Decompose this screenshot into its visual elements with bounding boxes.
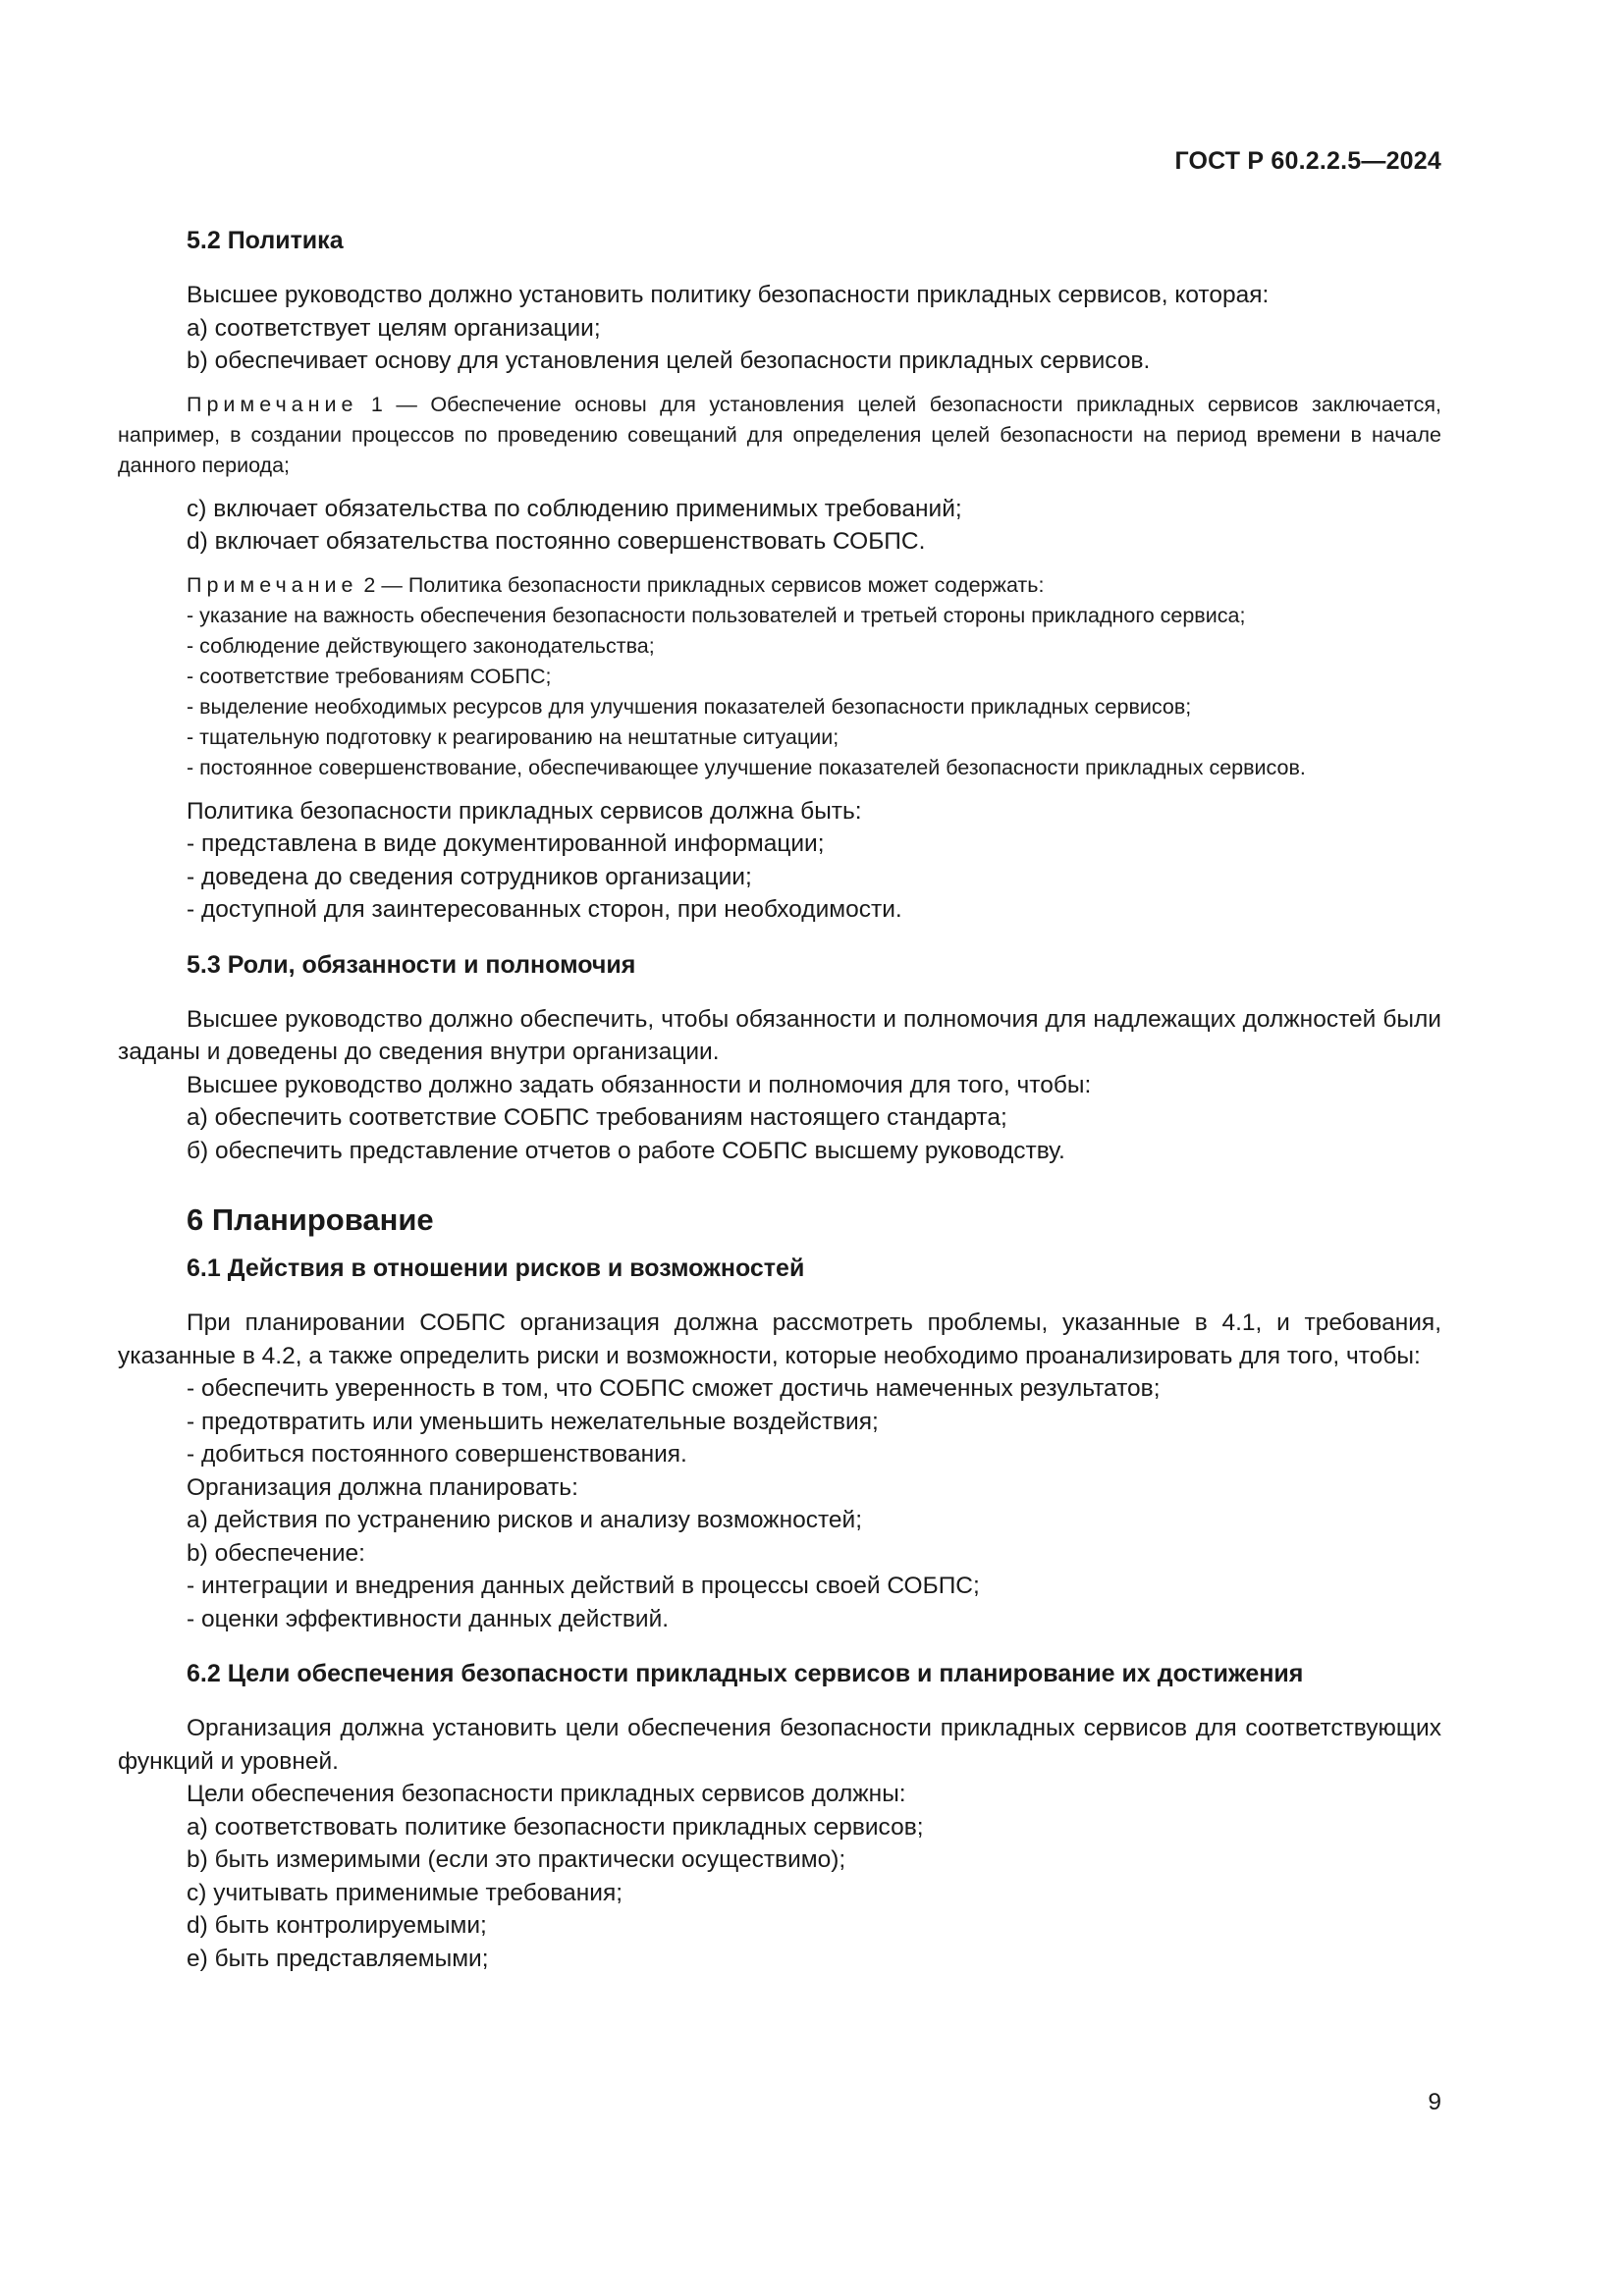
section-6-1-paragraph: При планировании СОБПС организация должна рассмотреть проблемы, указанные в 4.1, и требования, указанные в 4.2, а также определить риски и возможности, которые необходимо проанализировать для того, чтобы: (118, 1309, 1441, 1369)
note-list-item: - указание на важность обеспечения безопасности пользователей и третьей стороны прикладного сервиса; (187, 603, 1246, 627)
document-id-header: ГОСТ Р 60.2.2.5—2024 (1174, 147, 1441, 175)
list-item: d) быть контролируемыми; (187, 1912, 487, 1939)
note-text: 1 — Обеспечение основы для установления целей безопасности прикладных сервисов заключается, например, в создании процессов по проведению совещаний для определения целей безопасности на период времени в начале данного периода; (118, 392, 1441, 477)
list-item: e) быть представляемыми; (187, 1945, 489, 1972)
note-text: 2 — Политика безопасности прикладных сервисов может содержать: (357, 572, 1045, 597)
list-item: c) учитывать применимые требования; (187, 1879, 623, 1906)
note-list-item: - соблюдение действующего законодательства; (187, 633, 655, 658)
list-item: - оценки эффективности данных действий. (187, 1605, 670, 1632)
list-item: a) соответствовать политике безопасности прикладных сервисов; (187, 1813, 924, 1841)
list-item: - представлена в виде документированной информации; (187, 830, 825, 857)
list-item: - обеспечить уверенность в том, что СОБПС сможет достичь намеченных результатов; (187, 1375, 1161, 1402)
section-6-2-paragraph: Цели обеспечения безопасности прикладных сервисов должны: (187, 1781, 906, 1807)
note-label: Примечание (187, 392, 358, 416)
list-item: - доведена до сведения сотрудников организации; (187, 863, 752, 890)
list-item: - доступной для заинтересованных сторон, при необходимости. (187, 896, 902, 923)
list-item: b) быть измеримыми (если это практически осуществимо); (187, 1846, 846, 1873)
section-6-2-paragraph: Организация должна установить цели обеспечения безопасности прикладных сервисов для соответствующих функций и уровней. (118, 1715, 1441, 1775)
section-6-title: 6 Планирование (187, 1202, 434, 1237)
list-item: d) включает обязательства постоянно совершенствовать СОБПС. (187, 528, 926, 555)
note-list-item: - постоянное совершенствование, обеспечивающее улучшение показателей безопасности прикладных сервисов. (187, 755, 1306, 779)
note-label: Примечание (187, 572, 358, 597)
list-item: c) включает обязательства по соблюдению применимых требований; (187, 495, 962, 522)
section-5-2-title: 5.2 Политика (187, 227, 344, 254)
section-5-2-intro: Высшее руководство должно установить политику безопасности прикладных сервисов, которая: (187, 282, 1270, 308)
section-5-3-paragraph: Высшее руководство должно обеспечить, чтобы обязанности и полномочия для надлежащих должностей были заданы и доведены до сведения внутри организации. (118, 1005, 1441, 1065)
policy-intro: Политика безопасности прикладных сервисов должна быть: (187, 797, 862, 825)
list-item: - предотвратить или уменьшить нежелательные воздействия; (187, 1408, 879, 1435)
list-item: - интеграции и внедрения данных действий в процессы своей СОБПС; (187, 1573, 980, 1599)
page-number: 9 (1428, 2089, 1441, 2115)
note-list-item: - тщательную подготовку к реагированию на нештатные ситуации; (187, 724, 839, 749)
section-6-1-plan-intro: Организация должна планировать: (187, 1473, 578, 1501)
page-content (118, 224, 1441, 1975)
list-item: a) действия по устранению рисков и анализу возможностей; (187, 1507, 863, 1533)
note-list-item: - выделение необходимых ресурсов для улучшения показателей безопасности прикладных сервисов; (187, 694, 1192, 719)
note-list-item: - соответствие требованиям СОБПС; (187, 664, 552, 688)
section-5-3-title: 5.3 Роли, обязанности и полномочия (187, 950, 636, 979)
note-1 (118, 390, 1441, 481)
list-item: b) обеспечивает основу для установления целей безопасности прикладных сервисов. (187, 347, 1151, 374)
section-5-3-paragraph: Высшее руководство должно задать обязанности и полномочия для того, чтобы: (187, 1071, 1092, 1098)
section-6-1-title: 6.1 Действия в отношении рисков и возможностей (187, 1255, 805, 1282)
list-item: a) соответствует целям организации; (187, 314, 601, 342)
note-2 (118, 570, 1441, 601)
list-item: б) обеспечить представление отчетов о работе СОБПС высшему руководству. (187, 1137, 1065, 1164)
list-item: - добиться постоянного совершенствования. (187, 1441, 687, 1468)
list-item: b) обеспечение: (187, 1539, 365, 1567)
list-item: а) обеспечить соответствие СОБПС требованиям настоящего стандарта; (187, 1104, 1007, 1131)
section-6-2-title: 6.2 Цели обеспечения безопасности прикладных сервисов и планирование их достижения (187, 1660, 1304, 1687)
